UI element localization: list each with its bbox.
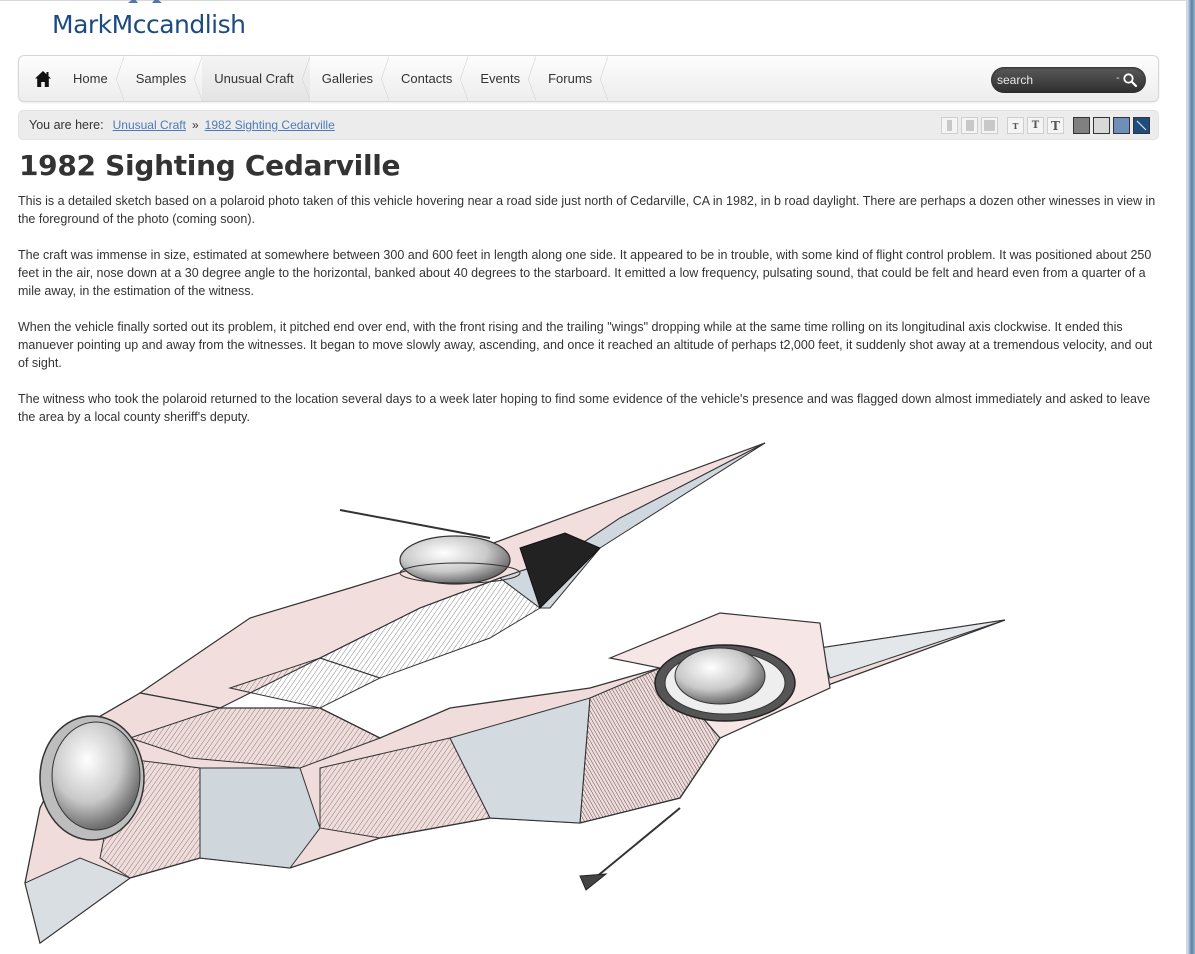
main-navigation: [18, 55, 1159, 102]
nav-item-forums[interactable]: Forums: [536, 56, 608, 101]
breadcrumb: [18, 110, 1159, 140]
article-paragraph: The witness who took the polaroid returned to the location several days to a week later hoping to find some evidence of the vehicle's presence and was flagged down almost immediately and asked to leave the area by a local county sheriff's deputy.: [18, 392, 1151, 424]
top-border: [0, 0, 1187, 1]
width-medium-icon[interactable]: [961, 117, 978, 134]
home-icon[interactable]: [25, 56, 61, 101]
text-large-icon[interactable]: T: [1047, 117, 1064, 134]
breadcrumb-separator: »: [191, 118, 199, 132]
color-swatch-blue[interactable]: [1113, 117, 1130, 134]
article-body: [18, 192, 1158, 444]
page-title: 1982 Sighting Cedarville: [19, 149, 401, 182]
article-paragraph: This is a detailed sketch based on a polaroid photo taken of this vehicle hovering near a road side just north of Cedarville, CA in 1982, in b road daylight. There are perhaps a dozen other winesses in view in the foreground of the photo (coming soon).: [18, 194, 1156, 226]
breadcrumb-link-unusual-craft[interactable]: Unusual Craft: [112, 118, 186, 132]
nav-item-contacts[interactable]: Contacts: [389, 56, 468, 101]
width-wide-icon[interactable]: [981, 117, 998, 134]
color-swatch-dark-blue[interactable]: [1133, 117, 1150, 134]
nav-item-home[interactable]: Home: [61, 56, 124, 101]
search-icon[interactable]: [1122, 72, 1138, 88]
nav-item-events[interactable]: Events: [468, 56, 536, 101]
craft-sketch-image: [20, 438, 1010, 954]
search-dash: -: [1116, 72, 1120, 84]
site-logo[interactable]: [52, 10, 246, 50]
logo-text: MarkMccandlish: [52, 10, 246, 39]
article-paragraph: When the vehicle finally sorted out its problem, it pitched end over end, with the front rising and the trailing "wings" dropping while at the same time rolling on its longitudinal axis clockwise. It ended this manuever pointing up and away from the witnesses. It began to move slowly away, ascending, and once it reached an altitude of perhaps t2,000 feet, it suddenly shot away at a tremendous velocity, and out of sight.: [18, 320, 1153, 370]
nav-item-unusual-craft[interactable]: Unusual Craft: [202, 56, 309, 101]
nav-item-galleries[interactable]: Galleries: [310, 56, 389, 101]
search-box: [991, 67, 1146, 93]
color-swatch-gray[interactable]: [1073, 117, 1090, 134]
logo-ornament-icon: [126, 0, 164, 4]
breadcrumb-link-current[interactable]: 1982 Sighting Cedarville: [204, 118, 335, 132]
window-edge: [1187, 0, 1195, 954]
color-swatch-light[interactable]: [1093, 117, 1110, 134]
text-small-icon[interactable]: T: [1007, 117, 1024, 134]
display-tools: [941, 117, 1153, 134]
breadcrumb-prefix: You are here:: [29, 118, 104, 132]
search-input[interactable]: [997, 71, 1107, 89]
nav-item-samples[interactable]: Samples: [124, 56, 203, 101]
width-narrow-icon[interactable]: [941, 117, 958, 134]
article-paragraph: The craft was immense in size, estimated at somewhere between 300 and 600 feet in length along one side. It appeared to be in trouble, with some kind of flight control problem. It was positioned about 250 feet in the air, nose down at a 30 degree angle to the horizontal, banked about 40 degrees to the starboard. It emitted a low frequency, pulsating sound, that could be felt and heard even from a quarter of a mile away, in the estimation of the witness.: [18, 248, 1152, 298]
text-medium-icon[interactable]: T: [1027, 117, 1044, 134]
